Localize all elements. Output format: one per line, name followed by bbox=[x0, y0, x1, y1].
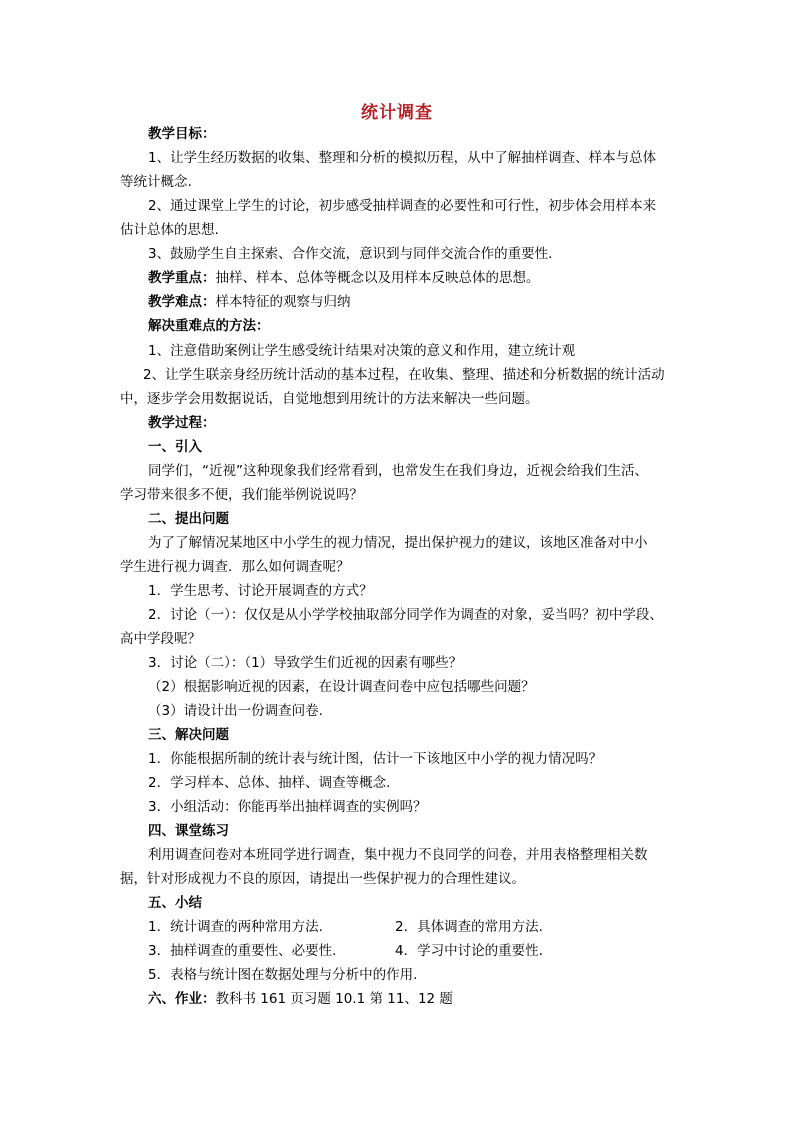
homework-label: 六、作业： bbox=[148, 991, 216, 1007]
heading-process: 教学过程： bbox=[148, 415, 216, 431]
heading-objectives: 教学目标： bbox=[148, 126, 216, 142]
difficulties-label: 教学难点： bbox=[148, 294, 216, 310]
summary-item: 4．学习中讨论的重要性. bbox=[395, 943, 543, 959]
paragraph-line: 2．学习样本、总体、抽样、调查等概念. bbox=[148, 775, 391, 791]
paragraph-line: 1．你能根据所制的统计表与统计图，估计一下该地区中小学的视力情况吗？ bbox=[148, 751, 603, 767]
paragraph-line: 1．学生思考、讨论开展调查的方式？ bbox=[148, 583, 373, 599]
heading-practice: 四、课堂练习 bbox=[148, 823, 229, 839]
key-points-line bbox=[148, 268, 540, 288]
paragraph-line: 等统计概念. bbox=[120, 174, 192, 190]
heading-intro: 一、引入 bbox=[148, 439, 202, 455]
paragraph-line: 1、注意借助案例让学生感受统计结果对决策的意义和作用，建立统计观 bbox=[148, 343, 576, 359]
heading-raise-question: 二、提出问题 bbox=[148, 511, 229, 527]
paragraph-line: 1、让学生经历数据的收集、整理和分析的模拟历程，从中了解抽样调查、样本与总体 bbox=[148, 150, 657, 166]
paragraph-line: 利用调查问卷对本班同学进行调查，集中视力不良同学的问卷，并用表格整理相关数 bbox=[148, 847, 648, 863]
paragraph-line: 为了了解情况某地区中小学生的视力情况，提出保护视力的建议，该地区准备对中小 bbox=[148, 535, 648, 551]
paragraph-line: 学习带来很多不便，我们能举例说说吗？ bbox=[120, 487, 363, 503]
paragraph-line: 中，逐步学会用数据说话，自觉地想到用统计的方法来解决一些问题。 bbox=[120, 391, 539, 407]
paragraph-line: 据，针对形成视力不良的原因，请提出一些保护视力的合理性建议。 bbox=[120, 871, 525, 887]
paragraph-line: 估计总体的思想. bbox=[120, 222, 219, 238]
paragraph-line: 同学们，“近视”这种现象我们经常看到，也常发生在我们身边，近视会给我们生活、 bbox=[148, 463, 648, 479]
heading-summary: 五、小结 bbox=[148, 895, 202, 911]
document-title: 统计调查 bbox=[361, 103, 433, 123]
paragraph-line: 2．讨论（一）：仅仅是从小学学校抽取部分同学作为调查的对象，妥当吗？初中学段、 bbox=[148, 607, 663, 623]
homework-text: 教科书 161 页习题 10.1 第 11、12 题 bbox=[215, 991, 453, 1007]
paragraph-line: 学生进行视力调查．那么如何调查呢？ bbox=[120, 559, 350, 575]
summary-item: 3．抽样调查的重要性、必要性. bbox=[148, 943, 337, 959]
key-points-text: 抽样、样本、总体等概念以及用样本反映总体的思想。 bbox=[215, 270, 540, 286]
paragraph-line: 2、通过课堂上学生的讨论，初步感受抽样调查的必要性和可行性，初步体会用样本来 bbox=[148, 198, 657, 214]
heading-solve: 三、解决问题 bbox=[148, 727, 229, 743]
paragraph-line: 5．表格与统计图在数据处理与分析中的作用. bbox=[148, 967, 418, 983]
paragraph-line: （3）请设计出一份调查问卷. bbox=[148, 703, 323, 719]
key-points-label: 教学重点： bbox=[148, 270, 216, 286]
paragraph-line: 高中学段呢？ bbox=[120, 631, 201, 647]
paragraph-line: 2、让学生联亲身经历统计活动的基本过程，在收集、整理、描述和分析数据的统计活动 bbox=[143, 367, 665, 383]
summary-row bbox=[148, 917, 323, 937]
paragraph-line: （2）根据影响近视的因素，在设计调查问卷中应包括哪些问题？ bbox=[148, 679, 535, 695]
paragraph-line: 3．小组活动：你能再举出抽样调查的实例吗？ bbox=[148, 799, 427, 815]
heading-methods: 解决重难点的方法： bbox=[148, 318, 270, 334]
difficulties-text: 样本特征的观察与归纳 bbox=[215, 294, 351, 310]
difficulties-line bbox=[148, 292, 351, 312]
paragraph-line: 3、鼓励学生自主探索、合作交流，意识到与同伴交流合作的重要性. bbox=[148, 246, 553, 262]
homework-line bbox=[148, 989, 453, 1009]
summary-row bbox=[148, 941, 336, 961]
summary-item: 2．具体调查的常用方法. bbox=[395, 919, 543, 935]
paragraph-line: 3．讨论（二）：（1）导致学生们近视的因素有哪些？ bbox=[148, 655, 463, 671]
summary-item: 1．统计调查的两种常用方法. bbox=[148, 919, 323, 935]
